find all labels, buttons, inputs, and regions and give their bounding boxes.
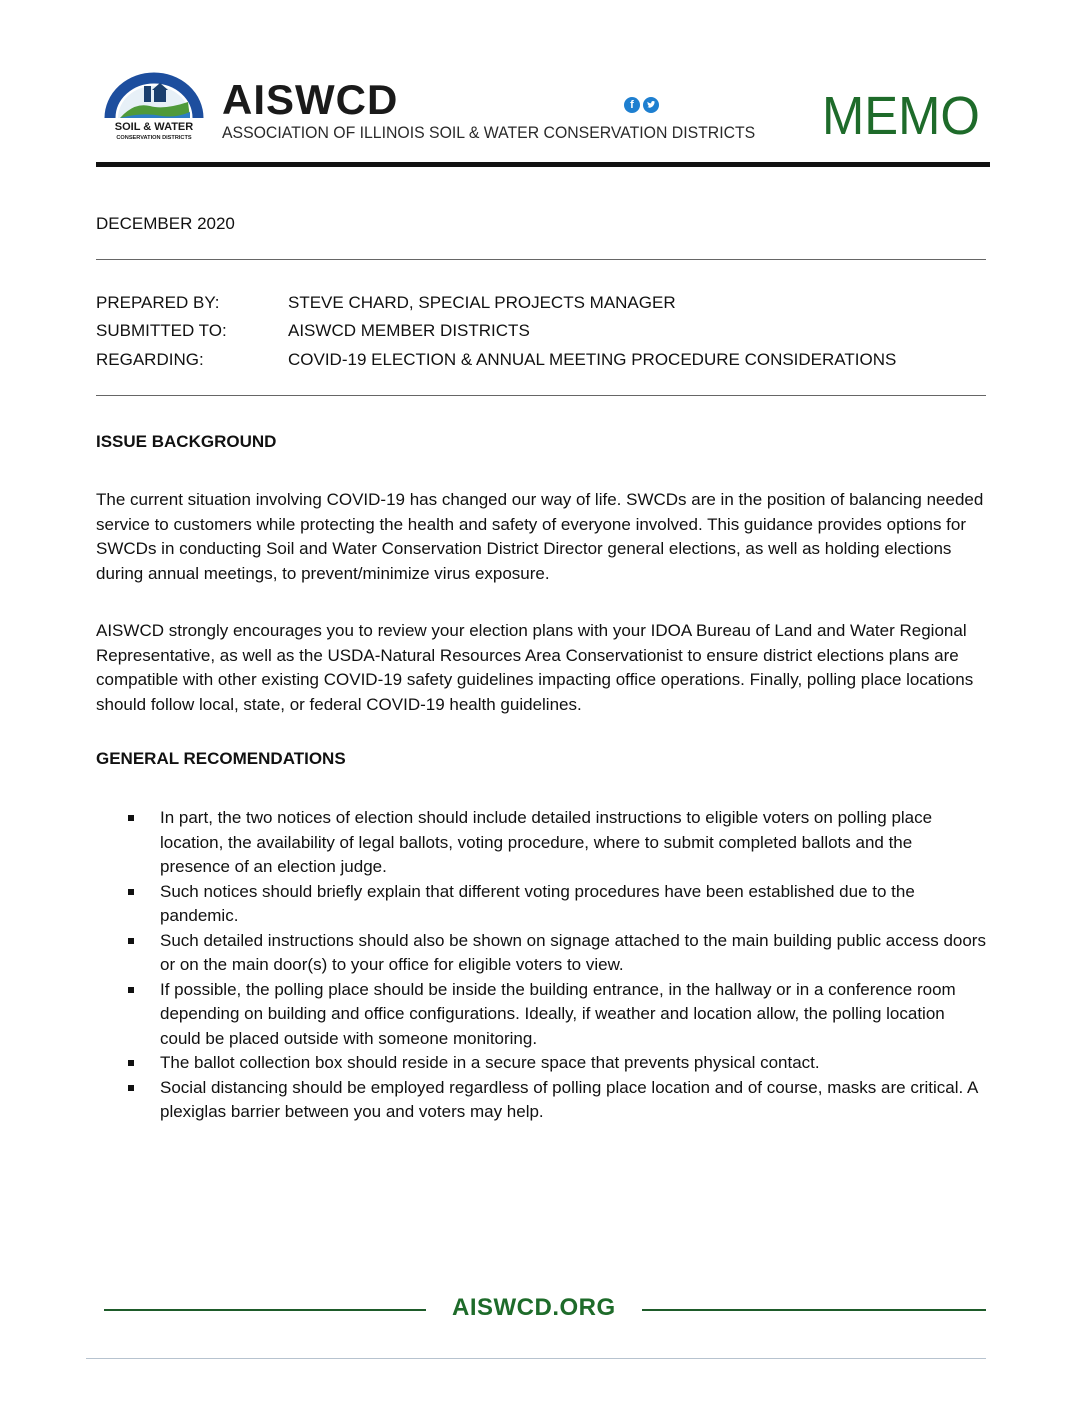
list-item: Such notices should briefly explain that different voting procedures have been established due to the pandemic.: [126, 880, 986, 929]
general-recommendations-heading: GENERAL RECOMENDATIONS: [96, 749, 346, 768]
svg-text:CONSERVATION DISTRICTS: CONSERVATION DISTRICTS: [116, 135, 192, 141]
divider: [96, 395, 986, 396]
issue-background-heading: ISSUE BACKGROUND: [96, 432, 277, 451]
list-item: In part, the two notices of election should include detailed instructions to eligible voters on polling place location, the availability of legal ballots, voting procedure, where to submit completed ballots and the presence of an election judge.: [126, 806, 986, 880]
org-abbreviation: AISWCD: [222, 76, 399, 123]
facebook-icon[interactable]: f: [624, 97, 640, 113]
org-full-name: ASSOCIATION OF ILLINOIS SOIL & WATER CONSERVATION DISTRICTS: [222, 123, 756, 142]
footer-divider-right: [642, 1309, 986, 1311]
prepared-by-value: STEVE CHARD, SPECIAL PROJECTS MANAGER: [288, 293, 676, 312]
regarding-value: COVID-19 ELECTION & ANNUAL MEETING PROCEDURE CONSIDERATIONS: [288, 350, 897, 369]
list-item: The ballot collection box should reside in a secure space that prevents physical contact.: [126, 1051, 986, 1076]
prepared-by-label: PREPARED BY:: [96, 293, 220, 312]
svg-text:SOIL & WATER: SOIL & WATER: [114, 121, 194, 133]
aiswcd-logo: [104, 72, 204, 144]
issue-paragraph-2: AISWCD strongly encourages you to review your election plans with your IDOA Bureau of Land and Water Regional Representative, as well as the USDA-Natural Resources Area Conservationist to ensure district elections plans are compatible with other existing COVID-19 safety guidelines impacting office operations. Finally, polling place locations should follow local, state, or federal COVID-19 health guidelines.: [96, 621, 974, 714]
memo-date: DECEMBER 2020: [96, 214, 235, 233]
footer-divider-left: [104, 1309, 426, 1311]
recommendations-list: [126, 806, 986, 1125]
page-bottom-divider: [86, 1358, 986, 1359]
submitted-to-value: AISWCD MEMBER DISTRICTS: [288, 321, 530, 340]
memo-title: MEMO: [822, 86, 980, 146]
divider: [96, 259, 986, 260]
list-item: Social distancing should be employed regardless of polling place location and of course, masks are critical. A plexiglas barrier between you and voters may help.: [126, 1076, 986, 1125]
list-item: Such detailed instructions should also be shown on signage attached to the main building public access doors or on the main door(s) to your office for eligible voters to view.: [126, 929, 986, 978]
twitter-icon[interactable]: [643, 97, 659, 113]
header-divider: [96, 162, 990, 167]
submitted-to-label: SUBMITTED TO:: [96, 321, 227, 340]
website-link[interactable]: AISWCD.ORG: [452, 1294, 616, 1321]
issue-paragraph-1: The current situation involving COVID-19 has changed our way of life. SWCDs are in the position of balancing needed service to customers while protecting the health and safety of everyone involved. This guidance provides options for SWCDs in conducting Soil and Water Conservation District Director general elections, as well as holding elections during annual meetings, to prevent/minimize virus exposure.: [96, 490, 984, 583]
list-item: If possible, the polling place should be inside the building entrance, in the hallway or in a conference room depending on building and office configurations. Ideally, if weather and location allow, the polling location could be placed outside with someone monitoring.: [126, 978, 986, 1052]
regarding-label: REGARDING:: [96, 350, 204, 369]
